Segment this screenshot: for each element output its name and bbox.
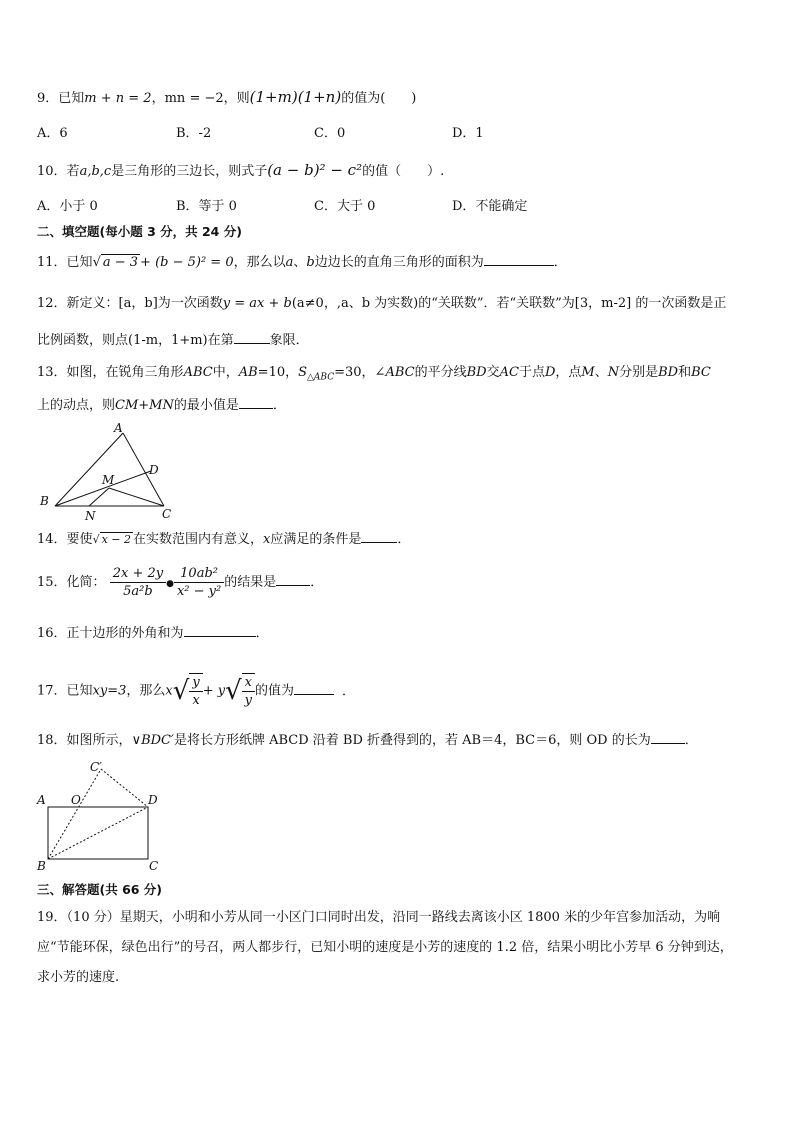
- triangle-figure: [34, 420, 184, 525]
- option-d: D．不能确定: [452, 199, 528, 214]
- label-m: M: [102, 473, 115, 487]
- sqrt-sign: √: [92, 533, 100, 546]
- question-15: 15．化简： $\frac{2x + 2y}{\text{5a²b}}$ ● $\frac{\text{10ab²}}{\text{x² − y²}}$ 的结果是 ．: [37, 566, 324, 599]
- question-number: 10．: [37, 164, 67, 179]
- multiply-dot: ●: [166, 579, 174, 589]
- question-16: 16．正十边形的外角和为 ．: [37, 626, 269, 641]
- section-heading-fill-in: 二、填空题(每小题 3 分，共 24 分): [37, 224, 242, 239]
- sqrt-sign: √: [225, 676, 242, 706]
- question-13-line-1: 13．如图，在锐角三角形ABC中，AB=10，$S_{\triangle ABC}=30$，∠ABC的平分线BD交AC于点D，点M、N分别是BD和BC: [37, 365, 711, 383]
- math-expression: mn = −2: [164, 91, 224, 106]
- label-c: C: [162, 507, 172, 521]
- option-c: C．0: [314, 126, 346, 141]
- segment-ab: [55, 433, 123, 506]
- label-d: D: [148, 793, 158, 807]
- math-expression: y = ax + b: [222, 296, 292, 311]
- option-a: A．小于 0: [37, 199, 98, 214]
- diagonal-bd: [48, 807, 148, 859]
- answer-blank[interactable]: [184, 624, 256, 637]
- math-expression: a,b,c: [79, 164, 112, 179]
- question-11: 11．已知√ a − 3 + (b − 5)² = 0，那么以a、b边边长的直角三角形的面积为 ．: [37, 255, 567, 270]
- label-b: B: [40, 494, 49, 508]
- option-d: D．1: [452, 126, 484, 141]
- question-12-line-1: 12．新定义：[a，b]为一次函数y = ax + b(a≠0，,a、b 为实数)的“关联数”．若“关联数”为[3，m-2] 的一次函数是正: [37, 296, 727, 311]
- question-12-line-2: 比例函数，则点(1-m，1+m)在第 象限．: [37, 333, 309, 348]
- segment-c-prime-d: [101, 769, 148, 807]
- answer-blank[interactable]: [484, 253, 554, 266]
- label-n: N: [85, 509, 96, 523]
- label-c-prime: C′: [90, 760, 102, 774]
- option-b: B．等于 0: [176, 199, 237, 214]
- answer-blank[interactable]: [239, 396, 273, 409]
- answer-blank[interactable]: [361, 530, 397, 543]
- option-c: C．大于 0: [314, 199, 376, 214]
- rectangle-fold-figure: [34, 758, 169, 873]
- math-expression: (1+m)(1+n): [249, 88, 342, 106]
- question-18: 18．如图所示，∨BDC′是将长方形纸牌 ABCD 沿着 BD 折叠得到的，若 AB＝4，BC＝6，则 OD 的长为 ．: [37, 733, 698, 748]
- question-number: 14．: [37, 532, 67, 547]
- math-expression: x − 2: [101, 533, 131, 546]
- section-heading-solutions: 三、解答题(共 66 分): [37, 882, 163, 897]
- question-number: 9．: [37, 91, 59, 106]
- label-o: O: [71, 793, 81, 807]
- question-number: 16．: [37, 626, 67, 641]
- answer-blank[interactable]: [294, 682, 334, 695]
- option-a: A．6: [37, 126, 68, 141]
- question-17: 17．已知xy=3，那么x√ $\frac{y}{x}$ + y√ $\frac{x}{y}$ 的值为 ．: [37, 675, 356, 708]
- math-expression: (a − b)² − c²: [267, 161, 363, 179]
- question-number: 12．: [37, 296, 67, 311]
- math-expression: CM+MN: [115, 398, 174, 413]
- label-a: A: [37, 793, 46, 807]
- fraction: $\frac{x}{y}$: [242, 673, 255, 709]
- math-expression: ∨BDC′: [131, 733, 174, 748]
- question-19-line-2: 应“节能环保，绿色出行”的号召，两人都步行，已知小明的速度是小芳的速度的 1.2 倍，结果小明比小芳早 6 分钟到达，: [37, 940, 733, 955]
- math-expression: a − 3: [102, 255, 139, 270]
- answer-blank[interactable]: [651, 731, 685, 744]
- answer-blank[interactable]: [276, 573, 310, 586]
- label-b: B: [37, 859, 46, 873]
- fraction: $\frac{y}{x}$: [189, 673, 202, 709]
- sqrt-sign: √: [92, 255, 101, 270]
- option-b: B．-2: [176, 126, 212, 141]
- math-expression: + (b − 5)² = 0: [140, 255, 234, 270]
- label-d: D: [149, 463, 159, 477]
- question-number: 13．: [37, 365, 67, 380]
- question-10: 10．若a,b,c是三角形的三边长，则式子(a − b)² − c²的值（ ）.: [37, 161, 445, 179]
- question-number: 15．: [37, 575, 67, 590]
- question-9: 9．已知m + n = 2，mn = −2，则(1+m)(1+n)的值为( ): [37, 88, 417, 106]
- question-19-line-1: 19．（10 分）星期天，小明和小芳从同一小区门口同时出发，沿同一路线去离该小区 1800 米的少年宫参加活动，为响: [37, 910, 721, 925]
- label-a: A: [114, 421, 123, 435]
- question-number: 18．: [37, 733, 67, 748]
- question-13-line-2: 上的动点，则CM+MN的最小值是 ．: [37, 398, 286, 413]
- question-14: 14．要使√ x − 2 在实数范围内有意义，x应满足的条件是 ．: [37, 532, 411, 547]
- question-number: 17．: [37, 683, 67, 699]
- question-number: 11．: [37, 255, 67, 270]
- fraction: $\frac{2x + 2y}{\text{5a²b}}$: [110, 565, 166, 600]
- answer-blank[interactable]: [234, 331, 270, 344]
- segment-mn: [89, 488, 109, 506]
- fraction: $\frac{\text{10ab²}}{\text{x² − y²}}$: [174, 565, 224, 600]
- question-19-line-3: 求小芳的速度.: [37, 970, 120, 985]
- label-c: C: [149, 859, 159, 873]
- math-expression: m + n = 2: [84, 91, 152, 106]
- sqrt-sign: √: [172, 676, 190, 706]
